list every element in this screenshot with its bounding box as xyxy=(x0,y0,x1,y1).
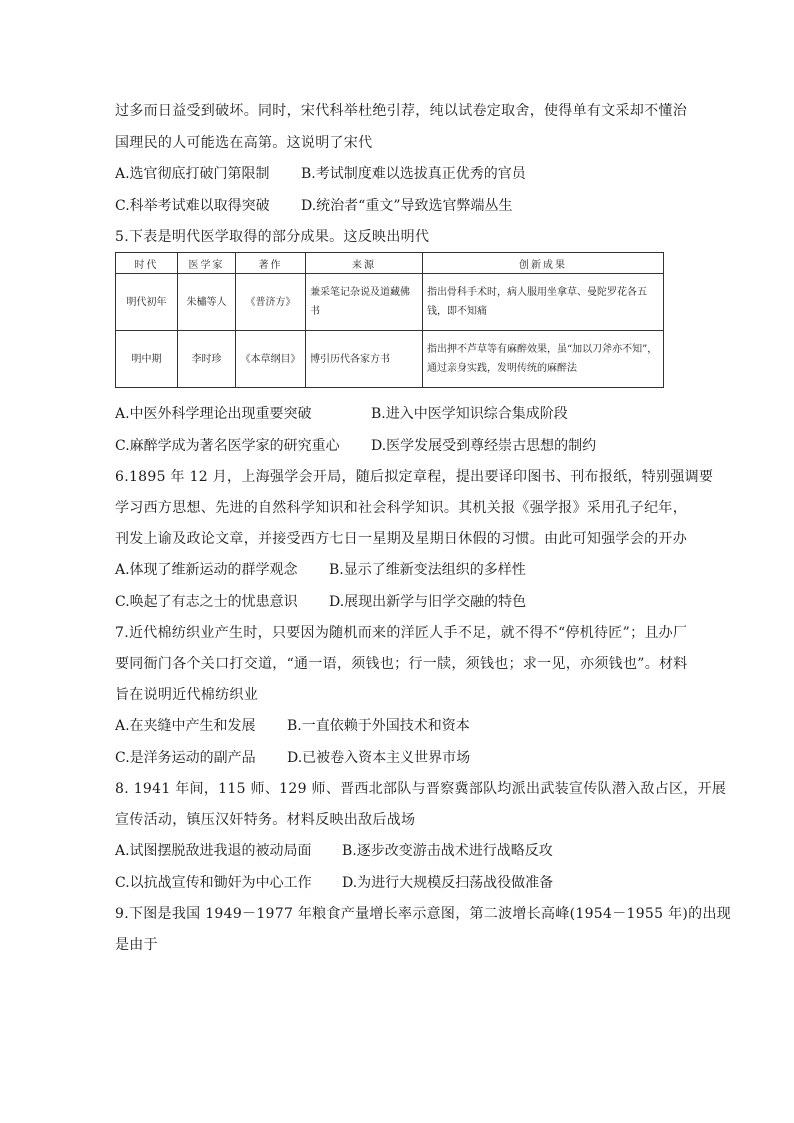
q7-text-line-3: 旨在说明近代棉纺织业 xyxy=(115,687,258,703)
q8-option-a: A.试图摆脱敌进我退的被动局面 xyxy=(115,843,312,859)
q7-option-d: D.已被卷入资本主义世界市场 xyxy=(287,750,471,766)
table-header-row xyxy=(116,253,664,274)
cell-source: 博引历代各家方书 xyxy=(306,331,423,388)
q7-option-b: B.一直依赖于外国技术和资本 xyxy=(287,718,470,734)
q7-option-c: C.是洋务运动的副产品 xyxy=(115,750,256,766)
q9-text-line-2: 是由于 xyxy=(115,937,158,953)
q8-option-b: B.逐步改变游击战术进行战略反攻 xyxy=(342,843,553,859)
q5-option-b: B.进入中医学知识综合集成阶段 xyxy=(371,406,568,422)
header-work: 著作 xyxy=(236,253,306,274)
q6-option-a: A.体现了维新运动的群学观念 xyxy=(115,562,298,578)
q6-option-c: C.唤起了有志之士的忧患意识 xyxy=(115,594,298,610)
cell-era: 明代初年 xyxy=(116,274,178,331)
q5-option-a: A.中医外科学理论出现重要突破 xyxy=(115,406,312,422)
q7-text-line-2: 要同衙门各个关口打交道，“通一语，须钱也；行一牍，须钱也；求一见，亦须钱也”。材料 xyxy=(115,656,688,672)
q5-option-d: D.医学发展受到尊经崇古思想的制约 xyxy=(371,438,597,454)
cell-work: 《普济方》 xyxy=(236,274,306,331)
cell-work: 《本草纲目》 xyxy=(236,331,306,388)
header-innovation: 创新成果 xyxy=(423,253,664,274)
q6-text-line-3: 刊发上谕及政论文章，并接受西方七日一星期及星期日休假的习惯。由此可知强学会的开办 xyxy=(115,531,687,547)
q9-text-line-1: 9.下图是我国 1949－1977 年粮食产量增长率示意图，第二波增长高峰(1954－1955 年)的出现 xyxy=(115,906,732,922)
q6-option-b: B.显示了维新变法组织的多样性 xyxy=(329,562,526,578)
q8-text-line-1: 8. 1941 年间，115 师、129 师、晋西北部队与晋察冀部队均派出武装宣传队潜入敌占区，开展 xyxy=(115,781,727,797)
q4-option-d: D.统治者“重文”导致选官弊端丛生 xyxy=(301,198,513,214)
cell-source: 兼采笔记杂说及道藏佛书 xyxy=(306,274,423,331)
cell-physician: 李时珍 xyxy=(178,331,236,388)
q5-stem: 5.下表是明代医学取得的部分成果。这反映出明代 xyxy=(115,229,430,245)
q6-text-line-1: 6.1895 年 12 月，上海强学会开局，随后拟定章程，提出要译印图书、刊布报纸，特别强调要 xyxy=(115,469,714,485)
q4-text-line-1: 过多而日益受到破坏。同时，宋代科举杜绝引荐，纯以试卷定取舍，使得单有文采却不懂治 xyxy=(115,103,687,119)
q6-text-line-2: 学习西方思想、先进的自然科学知识和社会科学知识。其机关报《强学报》采用孔子纪年， xyxy=(115,500,687,516)
header-source: 来源 xyxy=(306,253,423,274)
q4-option-c: C.科举考试难以取得突破 xyxy=(115,198,270,214)
cell-era: 明中期 xyxy=(116,331,178,388)
q4-option-a: A.选官彻底打破门第限制 xyxy=(115,166,270,182)
q8-option-d: D.为进行大规模反扫荡战役做准备 xyxy=(342,875,554,891)
table-row xyxy=(116,274,664,331)
q5-option-c: C.麻醉学成为著名医学家的研究重心 xyxy=(115,438,340,454)
cell-innovation: 指出押不芦草等有麻醉效果，虽“加以刀斧亦不知”，通过亲身实践，发明传统的麻醉法 xyxy=(423,331,664,388)
q4-option-b: B.考试制度难以选拔真正优秀的官员 xyxy=(301,166,526,182)
header-physician: 医学家 xyxy=(178,253,236,274)
q8-text-line-2: 宣传活动，镇压汉奸特务。材料反映出敌后战场 xyxy=(115,812,416,828)
q4-text-line-2: 国理民的人可能选在高第。这说明了宋代 xyxy=(115,135,373,151)
q7-text-line-1: 7.近代棉纺织业产生时，只要因为随机而来的洋匠人手不足，就不得不“停机待匠”；且办厂 xyxy=(115,625,688,641)
cell-physician: 朱橚等人 xyxy=(178,274,236,331)
cell-innovation: 指出骨科手术时，病人服用坐拿草、曼陀罗花各五钱，即不知痛 xyxy=(423,274,664,331)
q6-option-d: D.展现出新学与旧学交融的特色 xyxy=(329,594,527,610)
medicine-table xyxy=(115,252,664,388)
q8-option-c: C.以抗战宣传和锄奸为中心工作 xyxy=(115,875,312,891)
header-era: 时代 xyxy=(116,253,178,274)
table-row xyxy=(116,331,664,388)
q7-option-a: A.在夹缝中产生和发展 xyxy=(115,718,256,734)
